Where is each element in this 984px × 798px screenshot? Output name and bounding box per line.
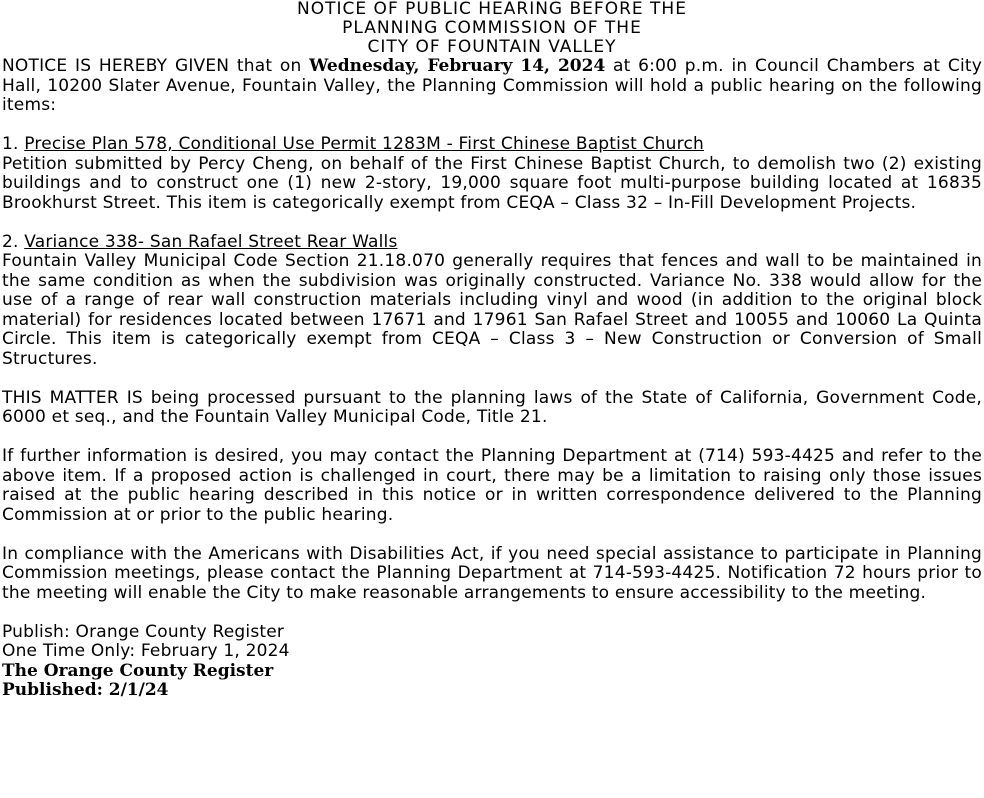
- item-1-title: Precise Plan 578, Conditional Use Permit 1283M - First Chinese Baptist Church: [24, 134, 704, 154]
- item-2-title: Variance 338- San Rafael Street Rear Walls: [24, 231, 398, 252]
- spacer: [2, 525, 982, 545]
- newspaper-name: The Orange County Register: [2, 660, 274, 681]
- title-line-3: CITY OF FOUNTAIN VALLEY: [367, 37, 617, 57]
- title-line-2: PLANNING COMMISSION OF THE: [342, 18, 642, 38]
- item-1-body: Petition submitted by Percy Cheng, on behalf of the First Chinese Baptist Church, to demolish two (2) existing buildings and to construct one (1) new 2-story, 19,000 square foot multi-purpose building located at 16835 Brookhurst Street. This item is categorically exempt from CEQA – Class 32 – In-Fill Development Projects.: [2, 153, 982, 213]
- item-2-body: Fountain Valley Municipal Code Section 21.18.070 generally requires that fences and wall to be maintained in the same condition as when the subdivision was originally constructed. Variance No. 338 would allow for the use of a range of rear wall construction materials including vinyl and wood (in addition to the original block material) for residences located between 17671 and 17961 San Rafael Street and 10055 and 10060 La Quinta Circle. This item is categorically exempt from CEQA – Class 3 – New Construction or Conversion of Small Structures.: [2, 251, 982, 369]
- publication-footer: [2, 623, 982, 701]
- matter-paragraph: THIS MATTER IS being processed pursuant to the planning laws of the State of California, Government Code, 6000 et seq., and the Fountain Valley Municipal Code, Title 21.: [2, 387, 982, 427]
- intro-prefix: NOTICE IS HEREBY GIVEN that on: [2, 56, 310, 76]
- notice-title: [2, 0, 982, 57]
- intro-suffix: at 6:00 p.m. in Council Chambers at City Hall, 10200 Slater Avenue, Fountain Valley, the Planning Commission will hold a public hearing on the following items:: [2, 56, 982, 115]
- item-2-number: 2.: [2, 231, 25, 252]
- published-date: Published: 2/1/24: [2, 680, 169, 700]
- info-paragraph: If further information is desired, you may contact the Planning Department at (714) 593-4425 and refer to the above item. If a proposed action is challenged in court, there may be a limitation to raising only those issues raised at the public hearing described in this notice or in written correspondence delivered to the Planning Commission at or prior to the public hearing.: [2, 446, 982, 525]
- agenda-item-2: [2, 233, 982, 370]
- ada-paragraph: In compliance with the Americans with Disabilities Act, if you need special assistance to participate in Planning Commission meetings, please contact the Planning Department at 714-593-4425. Notification 72 hours prior to the meeting will enable the City to make reasonable arrangements to ensure accessibility to the meeting.: [2, 543, 982, 603]
- item-1-heading: [2, 135, 982, 155]
- spacer: [2, 603, 982, 623]
- spacer: [2, 428, 982, 448]
- one-time-line: One Time Only: February 1, 2024: [2, 641, 290, 661]
- intro-paragraph: [2, 57, 982, 116]
- title-line-1: NOTICE OF PUBLIC HEARING BEFORE THE: [297, 0, 687, 19]
- hearing-date: Wednesday, February 14, 2024: [309, 56, 606, 76]
- spacer: [2, 213, 982, 233]
- spacer: [2, 369, 982, 389]
- agenda-item-1: [2, 135, 982, 213]
- item-2-heading: [2, 233, 982, 253]
- publish-line: Publish: Orange County Register: [2, 621, 285, 642]
- item-1-number: 1.: [2, 134, 25, 154]
- spacer: [2, 116, 982, 136]
